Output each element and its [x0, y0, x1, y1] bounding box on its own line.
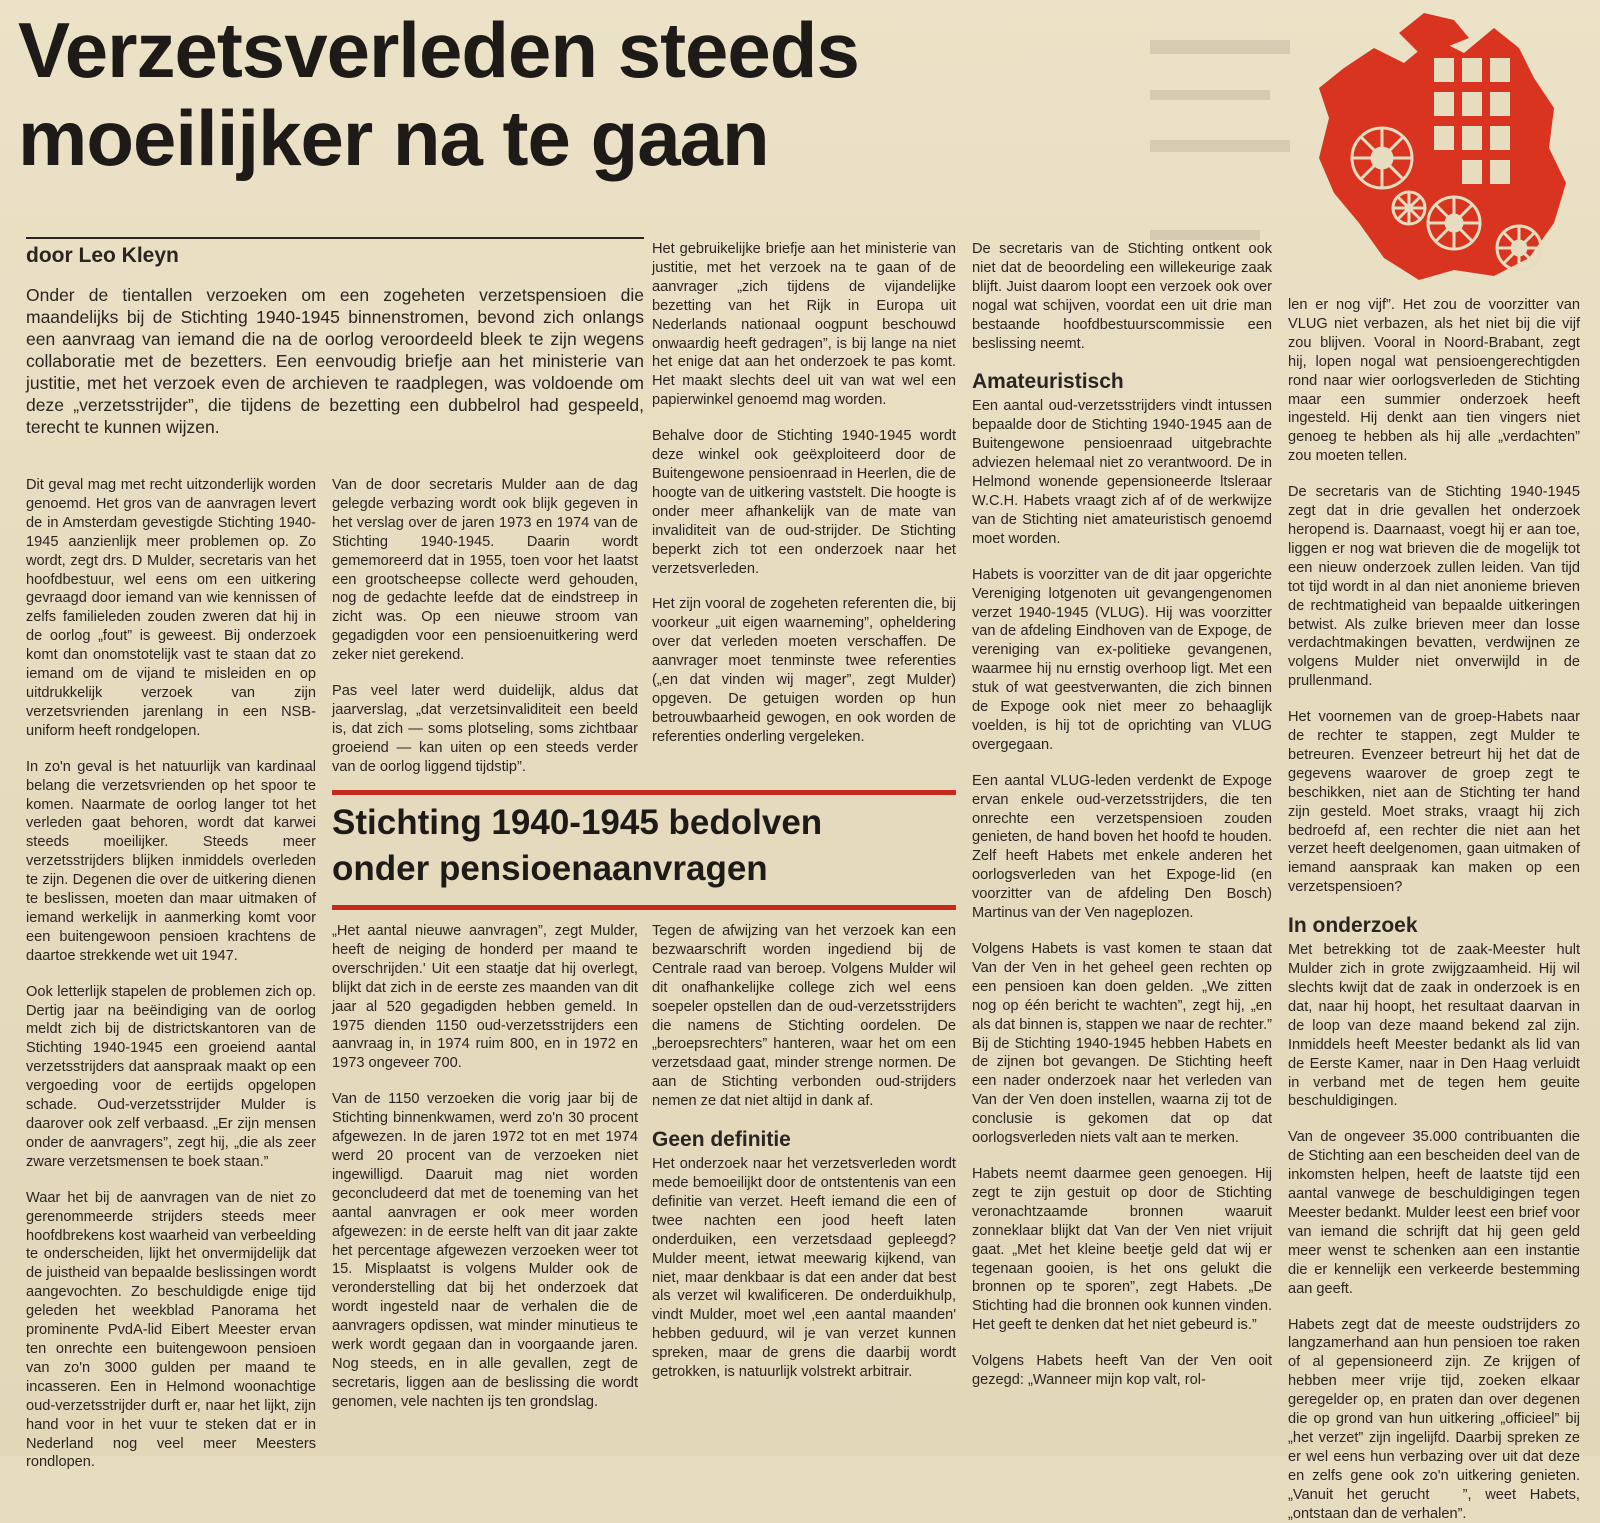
column-2-bottom — [332, 922, 638, 1448]
paragraph: „Het aantal nieuwe aanvragen”, zegt Mulder, heeft de neiging de honderd per maand te overschrijden.' Uit een staatje dat hij overlegt, blijkt dat zich in de eerste zes maanden van dit jaar al 520 gegadigden hebben gemeld. In 1975 dienden 1150 oud-verzetsstrijders een aanvraag in, in 1974 ruim 800, en in 1972 en 1973 ongeveer 700. — [332, 922, 638, 1073]
lead-paragraph: Onder de tientallen verzoeken om een zogeheten verzetspensioen die maandelijks bij de Stichting 1940-1945 binnenstromen, bevond zich onlangs een aanvraag van iemand die na de oorlog veroordeeld bleek te zijn wegens collaboratie met de bezetters. Een eenvoudig briefje aan het ministerie van justitie, met het verzoek even de archieven te raadplegen, was voldoende om deze „verzetsstrijder”, die tijdens de bezetting een dubbelrol had gespeeld, terecht te kunnen wijzen. — [26, 284, 644, 438]
paragraph: Tegen de afwijzing van het verzoek kan een bezwaarschrift worden ingediend bij de Centrale raad van beroep. Volgens Mulder wil dit onafhankelijke college zich wel eens soepeler opstellen dan de oud-verzetsstrijders die namens de Stichting oordelen. De „beroepsrechters” hanteren, waar het om een verzetsdaad gaat, minder strenge normen. De aan de Stichting verbonden oud-strijders nemen ze dat niet altijd in dank af. — [652, 922, 956, 1111]
paragraph: Ook letterlijk stapelen de problemen zich op. Dertig jaar na beëindiging van de oorlog meldt zich bij de districtskantoren van de Stichting 1940-1945 een groeiend aantal verzetsstrijders dat aanspraak maakt op een vergoeding voor de eertijds opgelopen schade. Oud-verzetsstrijder Mulder is daarover ook zelf verbaasd. „Er zijn mensen onder de aanvragers”, zegt hij, „die als zeer zware verzetsmensen te boek staan.” — [26, 983, 316, 1172]
paragraph: Habets neemt daarmee geen genoegen. Hij zegt te zijn gestuit op door de Stichting veronachtzaamde bronnen waaruit zonneklaar blijkt dat Van der Ven niet vrijuit gaat. „Met het kleine beetje geld dat wij er tegenaan gooien, is het ons gelukt die bronnen op te sporen”, zegt Habets. „De Stichting had die bronnen ook kunnen vinden. Het geeft te denken dat het niet gebeurd is.” — [972, 1165, 1272, 1335]
paragraph: Met betrekking tot de zaak-Meester hult Mulder zich in grote zwijgzaamheid. Hij wil slechts kwijt dat de zaak in onderzoek is en dat, naar hij hoopt, het resultaat daarvan in de loop van deze maand bekend zal zijn. Inmiddels heeft Meester bedankt als lid van de Eerste Kamer, naar in Den Haag verluidt in verband met de tegen hem geuite beschuldigingen. — [1288, 941, 1580, 1111]
paragraph: Van de 1150 verzoeken die vorig jaar bij de Stichting binnenkwamen, werd zo'n 30 procent afgewezen. In de jaren 1972 tot en met 1974 werd 20 procent van de verzoeken niet ingewilligd. Daaruit mag niet worden geconcludeerd dat met de toeneming van het aantal aanvragen er ook meer worden afgewezen: in de eerste helft van dit jaar zakte het percentage afgewezen verzoeken weer tot 15. Misplaatst is volgens Mulder ook de veronderstelling dat bij het onderzoek dat wordt ingesteld naar de verhalen die de aanvragers opdissen, wat minder minutieus te werk wordt gegaan dan in voorgaande jaren. Nog steeds, en in alle gevallen, zegt de secretaris, liggen aan de beslissing die wordt genomen, vele nachten ijs ten grondslag. — [332, 1090, 638, 1411]
paragraph: Waar het bij de aanvragen van de niet zo gerenommeerde strijders steeds meer hoofdbrekens kost waarheid van verbeelding te onderscheiden, lijkt het onvermijdelijk dat de juistheid van bepaalde beslissingen wordt aangevochten. Zo beschuldigde enige tijd geleden het weekblad Panorama het prominente PvdA-lid Eibert Meester ervan ten onrechte een buitengewoon pensioen van zo'n 3000 gulden per maand te incasseren. Een in Helmond woonachtige oud-verzetsstrijder durft er, naar het lijkt, zijn hand voor in het vuur te steken dat er in Nederland nog veel meer Meesters rondlopen. — [26, 1189, 316, 1473]
paragraph: len er nog vijf”. Het zou de voorzitter van VLUG niet verbazen, als het niet bij die vijf zou blijven. Vooral in Noord-Brabant, zegt hij, lopen nogal wat pensioengerechtigden rond naar wier oorlogsverleden de Stichting maar een summier onderzoek heeft ingesteld. Hij denkt aan tien vingers niet genoeg te hebben als hij alle „verdachten” zou moeten tellen. — [1288, 296, 1580, 466]
byline-rule — [26, 237, 644, 239]
subheadline — [332, 800, 956, 892]
paragraph: Volgens Habets heeft Van der Ven ooit gezegd: „Wanneer mijn kop valt, rol- — [972, 1352, 1272, 1390]
column-2-top — [332, 476, 638, 776]
paragraph: Behalve door de Stichting 1940-1945 wordt deze winkel ook geëxploiteerd door de Buitengewone pensioenraad in Heerlen, die de hoogte van de uitkering vaststelt. Die hoogte is onder meer afhankelijk van de mate van invaliditeit van de oud-strijder. De Stichting beperkt zich tot een onderzoek naar het verzetsverleden. — [652, 427, 956, 578]
paragraph: Pas veel later werd duidelijk, aldus dat jaarverslag, „dat verzetsinvaliditeit een beeld is, dat zich — soms plotseling, soms zichtbaar groeiend — kan uiten op een steeds verder van de oorlog liggend tijdstip”. — [332, 682, 638, 777]
window-flowers-emblem-icon — [1304, 8, 1584, 288]
headline-line-1: Verzetsverleden steeds — [18, 6, 1298, 94]
subheadline-line-2: onder pensioenaanvragen — [332, 846, 956, 892]
subheadline-line-1: Stichting 1940-1945 bedolven — [332, 800, 956, 846]
column-1 — [26, 476, 316, 1448]
paragraph: Een aantal VLUG-leden verdenkt de Expoge ervan enkele oud-verzetsstrijders, die ten onrechte een verzetspensioen zouden genieten, de hand boven het hoofd te houden. Zelf heeft Habets met enkele anderen het oorlogsverleden van het Expoge-lid (en voorzitter van de afdeling Den Bosch) Martinus van der Ven nageplozen. — [972, 772, 1272, 923]
column-3-bottom — [652, 922, 956, 1448]
section-heading: Amateuristisch — [972, 370, 1272, 394]
paragraph: Habets is voorzitter van de dit jaar opgerichte Vereniging lotgenoten uit gevangengenomen verzet 1940-1945 (VLUG). Hij was voorzitter van de afdeling Eindhoven van de Expoge, de vereniging van ex-politieke gevangenen, waarmee hij nu ernstig overhoop ligt. Met een stuk of wat geestverwanten, die zich binnen de Expoge ook niet meer zo behaaglijk voelden, is hij tot de oprichting van VLUG overgegaan. — [972, 566, 1272, 755]
column-5 — [1288, 296, 1580, 1448]
column-4 — [972, 240, 1272, 1448]
byline: door Leo Kleyn — [26, 244, 179, 268]
paragraph: Van de door secretaris Mulder aan de dag gelegde verbazing wordt ook blijk gegeven in het verslag over de jaren 1973 en 1974 van de Stichting 1940-1945. Daarin wordt gememoreerd dat in 1955, toen voor het laatst een grootscheepse collecte werd gehouden, nog de gedachte leefde dat de eindstreep in zicht was. Op een nieuwe stroom van gegadigden voor een pensioenuitkering werd zeker niet gerekend. — [332, 476, 638, 665]
section-heading: Geen definitie — [652, 1128, 956, 1152]
paragraph: De secretaris van de Stichting ontkent ook niet dat de beoordeling een willekeurige zaak blijft. Juist daarom loopt een verzoek ook over nogal wat schijven, voordat een uit drie man bestaande hoofdbestuurscommissie een beslissing neemt. — [972, 240, 1272, 353]
paragraph: Het gebruikelijke briefje aan het ministerie van justitie, met het verzoek na te gaan of de aanvrager „zich tijdens de vijandelijke bezetting van het Rijk in Europa uit Nederlands nationaal oogpunt beschouwd onwaardig heeft gedragen”, is bij lange na niet het enige dat aan het onderzoek te pas komt. Het maakt slechts deel uit van wat wel een papierwinkel genoemd mag worden. — [652, 240, 956, 410]
paragraph: Habets zegt dat de meeste oudstrijders zo langzamerhand aan hun pensioen toe raken of al gepensioneerd zijn. Ze krijgen of hebben meer vrije tijd, zoeken elkaar geregelder op, en praten dan over degenen die op grond van hun uitkering „officieel” bij „het verzet” zijn ingelijfd. Daarbij spreken ze er wel eens hun verbazing over uit dat deze en zelfs gene ook zo'n uitkering genieten. „Vanuit het geruchtﾠ”, weet Habets, „ontstaan dan de verhalen”. — [1288, 1316, 1580, 1523]
paragraph: Het voornemen van de groep-Habets naar de rechter te stappen, zegt Mulder te betreuren. Evenzeer betreurt hij het dat de gegevens waarover de groep zegt te beschikken, niet aan de Stichting ter hand zijn gesteld. Moet straks, vraagt hij zich bedroefd af, een rechter die niet aan het verzet heeft deelgenomen, gaan uitmaken of iemand aanspraak kan maken op een verzetspensioen? — [1288, 708, 1580, 897]
subheadline-rule-bottom — [332, 905, 956, 910]
paragraph: De secretaris van de Stichting 1940-1945 zegt dat in drie gevallen het onderzoek heropend is. Daarnaast, voegt hij er aan toe, liggen er nog wat brieven die de mogelijk tot een nieuw onderzoek zullen leiden. Van tijd tot tijd wordt in al dan niet anonieme brieven de rechtmatigheid van bepaalde uitkeringen betwist. Als zulke brieven meer dan losse verdachtmakingen bevatten, verdwijnen ze volgens Mulder niet onverwijld in de prullenmand. — [1288, 483, 1580, 691]
paragraph: Het onderzoek naar het verzetsverleden wordt mede bemoeilijkt door de ontstentenis van een definitie van verzet. Heeft iemand die een of twee nachten een jood heeft laten onderduiken, een verzetsdaad gepleegd? Mulder meent, ietwat meewarig kijkend, van niet, maar denkbaar is dat een ander dat best als verzet wil kwalificeren. De onderduikhulp, vindt Mulder, moet wel ‚een aantal maanden' hebben geduurd, wil je van verzet kunnen spreken, maar de grens die daarbij wordt getrokken, is natuurlijk volstrekt arbitrair. — [652, 1155, 956, 1382]
headline — [18, 6, 1298, 182]
paragraph: Een aantal oud-verzetsstrijders vindt intussen bepaalde door de Stichting 1940-1945 aan de Buitengewone pensioenraad uitgebrachte adviezen helemaal niet zo verantwoord. De in Helmond wonende gepensioneerde ltsleraar W.C.H. Habets vraagt zich af of de werkwijze van de Stichting niet amateuristisch genoemd moet worden. — [972, 397, 1272, 548]
paragraph: Volgens Habets is vast komen te staan dat Van der Ven in het geheel geen rechten op een pensioen kan doen gelden. „We zitten nog op één bericht te wachten”, zegt hij, „en als dat binnen is, stappen we naar de rechter.” Bij de Stichting 1940-1945 hebben Habets en de zijnen bot gevangen. De Stichting heeft een nader onderzoek naar het verleden van Van der Ven doen instellen, waarna zij tot de conclusie is gekomen dat op dat oorlogsverleden niets valt aan te merken. — [972, 940, 1272, 1148]
section-heading: In onderzoek — [1288, 914, 1580, 938]
column-3-top — [652, 240, 956, 780]
paragraph: Van de ongeveer 35.000 contribuanten die de Stichting aan een bescheiden deel van de inkomsten helpen, heeft de laatste tijd een aantal vanwege de beschuldigingen tegen Meester bedankt. Mulder leest een brief voor van iemand die schrijft dat hij geen geld meer wenst te schenken aan een instantie die er kennelijk een verkeerde bestemming aan geeft. — [1288, 1128, 1580, 1298]
headline-line-2: moeilijker na te gaan — [18, 94, 1298, 182]
paragraph: Het zijn vooral de zogeheten referenten die, bij voorkeur „uit eigen waarneming”, opheldering over dat verleden moeten verschaffen. De aanvrager moet tenminste twee referenties („en dat vinden wij mager”, zegt Mulder) opgeven. De getuigen worden op hun betrouwbaarheid gewogen, en ook worden de referenties onderling vergeleken. — [652, 595, 956, 746]
paragraph: Dit geval mag met recht uitzonderlijk worden genoemd. Het gros van de aanvragen levert de in Amsterdam gevestigde Stichting 1940-1945 aanzienlijk meer problemen op. Zo wordt, zegt drs. D Mulder, secretaris van het hoofdbestuur, wel eens om een uitkering gevraagd door iemand van wie kennissen of zelfs familieleden zouden zweren dat hij in de oorlog „fout” is geweest. Bij onderzoek komt dan onomstotelijk vast te staan dat zo iemand om de vijand te misleiden en op uitdrukkelijk verzoek van zijn verzetsvrienden jarenlang in een NSB-uniform heeft rondgelopen. — [26, 476, 316, 741]
subheadline-rule-top — [332, 790, 956, 795]
paragraph: In zo'n geval is het natuurlijk van kardinaal belang die verzetsvrienden op het spoor te komen. Naarmate de oorlog langer tot het verleden gaat behoren, wordt dat karwei steeds moeilijker. Steeds meer verzetsstrijders blijken inmiddels overleden te zijn. Degenen die over de uitkering dienen te beslissen, moeten dan maar uitmaken of iemand werkelijk in aanmerking komt voor een buitengewoon pensioen krachtens de daartoe strekkende wet uit 1947. — [26, 758, 316, 966]
